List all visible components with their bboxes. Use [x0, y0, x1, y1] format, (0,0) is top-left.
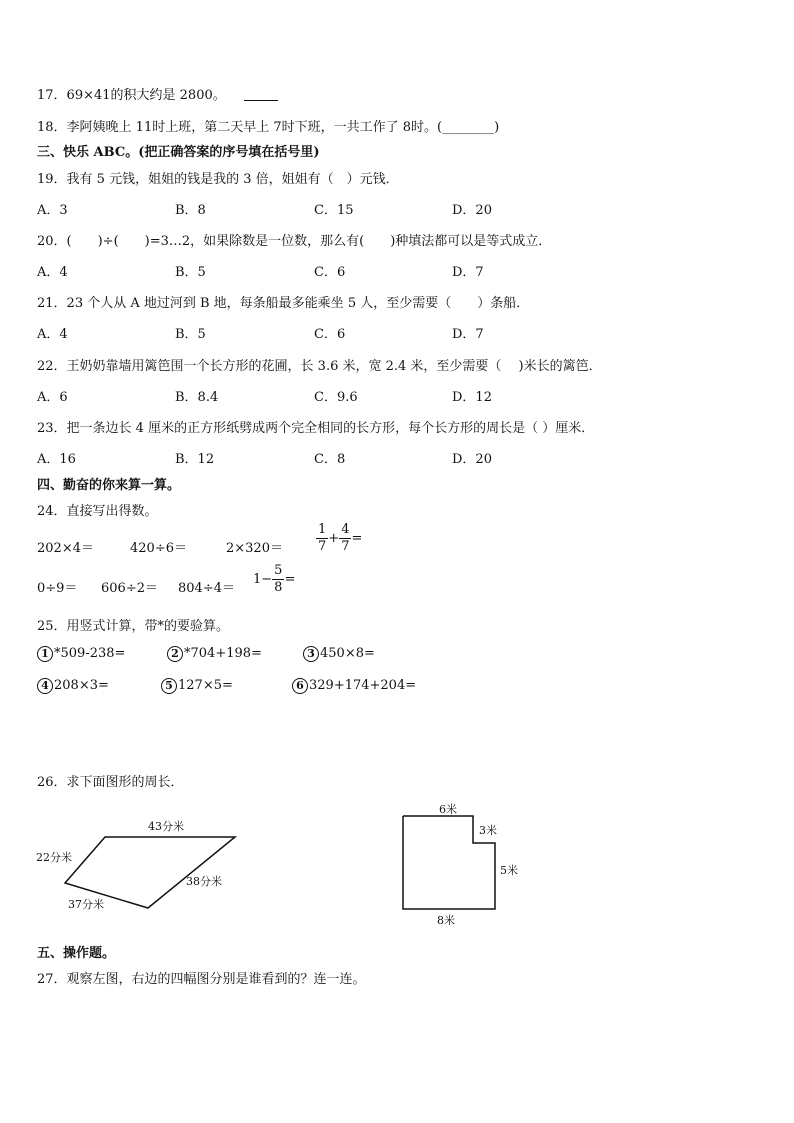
whole-minus: 1−: [253, 572, 273, 587]
question-26: 26．求下面图形的周长．: [37, 775, 184, 790]
q23-option-d[interactable]: D．20: [452, 452, 492, 467]
q19-option-d[interactable]: D．20: [452, 203, 492, 218]
calc-item: 420÷6＝: [130, 541, 187, 556]
vertical-calc-expr: 450×8=: [320, 646, 375, 661]
vertical-calc-item: [161, 678, 233, 694]
q20-option-c[interactable]: C．6: [314, 265, 346, 280]
vertical-calc-item: [303, 646, 375, 662]
question-27: 27．观察左图，右边的四幅图分别是谁看到的？连一连。: [37, 972, 366, 987]
q19-option-b[interactable]: B．8: [175, 203, 206, 218]
side-label-right: 38分米: [186, 875, 222, 888]
answer-blank[interactable]: [244, 88, 278, 101]
vertical-calc-item: [167, 646, 262, 662]
question-19: 19．我有 5 元钱，姐姐的钱是我的 3 倍，姐姐有（ ）元钱．: [37, 172, 399, 187]
calc-item: 202×4＝: [37, 541, 94, 556]
q23-option-a[interactable]: A．16: [37, 452, 76, 467]
q19-option-c[interactable]: C．15: [314, 203, 354, 218]
section-5-title: 五、操作题。: [37, 946, 116, 961]
fraction: [272, 563, 284, 596]
q20-option-d[interactable]: D．7: [452, 265, 484, 280]
numerator: 5: [274, 563, 283, 578]
vertical-calc-item: [292, 678, 416, 694]
vertical-calc-item: [37, 678, 109, 694]
quadrilateral-figure: [30, 815, 250, 915]
circled-number: 5: [161, 678, 177, 694]
denominator: 7: [318, 539, 327, 554]
side-label-left: 22分米: [36, 851, 72, 864]
q22-option-d[interactable]: D．12: [452, 390, 492, 405]
notched-rectangle-figure: [395, 800, 525, 930]
equals-sign: =: [351, 531, 363, 546]
q23-option-b[interactable]: B．12: [175, 452, 215, 467]
q20-option-b[interactable]: B．5: [175, 265, 206, 280]
fraction-expression-1: [316, 522, 362, 555]
calc-item: 0÷9＝: [37, 581, 78, 596]
question-17-text: 17．69×41的积大约是 2800。: [37, 88, 226, 103]
q23-option-c[interactable]: C．8: [314, 452, 346, 467]
circled-number: 2: [167, 646, 183, 662]
q21-option-a[interactable]: A．4: [37, 327, 68, 342]
vertical-calc-expr: *509-238=: [54, 646, 126, 661]
side-label-right: 5米: [500, 864, 518, 877]
question-17: [37, 84, 278, 103]
question-21: 21．23 个人从 A 地过河到 B 地，每条船最多能乘坐 5 人，至少需要（ ）条船．: [37, 296, 530, 311]
q21-option-d[interactable]: D．7: [452, 327, 484, 342]
q22-option-b[interactable]: B．8.4: [175, 390, 219, 405]
circled-number: 6: [292, 678, 308, 694]
q21-option-c[interactable]: C．6: [314, 327, 346, 342]
section-3-title: 三、快乐 ABC。(把正确答案的序号填在括号里): [37, 145, 320, 160]
circled-number: 3: [303, 646, 319, 662]
question-25: 25．用竖式计算，带*的要验算。: [37, 619, 230, 634]
vertical-calc-expr: *704+198=: [184, 646, 262, 661]
numerator: 1: [318, 522, 327, 537]
denominator: 7: [341, 539, 350, 554]
vertical-calc-expr: 329+174+204=: [309, 678, 417, 693]
question-23: 23．把一条边长 4 厘米的正方形纸劈成两个完全相同的长方形，每个长方形的周长是（ ）厘米．: [37, 421, 595, 436]
question-24: 24．直接写出得数。: [37, 504, 158, 519]
vertical-calc-expr: 208×3=: [54, 678, 109, 693]
calc-item: 2×320＝: [226, 541, 283, 556]
side-label-top: 43分米: [148, 820, 184, 833]
fraction: [316, 522, 328, 555]
circled-number: 4: [37, 678, 53, 694]
calc-item: 804÷4＝: [178, 581, 235, 596]
equals-sign: =: [284, 572, 296, 587]
circled-number: 1: [37, 646, 53, 662]
denominator: 8: [274, 580, 283, 595]
vertical-calc-expr: 127×5=: [178, 678, 233, 693]
section-4-title: 四、勤奋的你来算一算。: [37, 478, 181, 493]
question-18: 18．李阿姨晚上 11时上班，第二天早上 7时下班，一共工作了 8时。(________): [37, 120, 500, 135]
fraction: [339, 522, 351, 555]
calc-item: 606÷2＝: [101, 581, 158, 596]
side-label-bottom: 37分米: [68, 898, 104, 911]
question-20: 20．( )÷( )=3…2，如果除数是一位数，那么有( )种填法都可以是等式成立．: [37, 234, 552, 249]
side-label-bottom: 8米: [437, 914, 455, 927]
q21-option-b[interactable]: B．5: [175, 327, 206, 342]
fraction-expression-2: [253, 563, 295, 596]
numerator: 4: [341, 522, 350, 537]
q20-option-a[interactable]: A．4: [37, 265, 68, 280]
q22-option-c[interactable]: C．9.6: [314, 390, 358, 405]
question-22: 22．王奶奶靠墙用篱笆围一个长方形的花圃，长 3.6 米，宽 2.4 米，至少需要（ )米长的篱笆．: [37, 359, 602, 374]
side-label-top: 6米: [439, 803, 457, 816]
plus-sign: +: [328, 531, 340, 546]
vertical-calc-item: [37, 646, 125, 662]
q22-option-a[interactable]: A．6: [37, 390, 68, 405]
side-label-notch: 3米: [479, 824, 497, 837]
q19-option-a[interactable]: A．3: [37, 203, 68, 218]
